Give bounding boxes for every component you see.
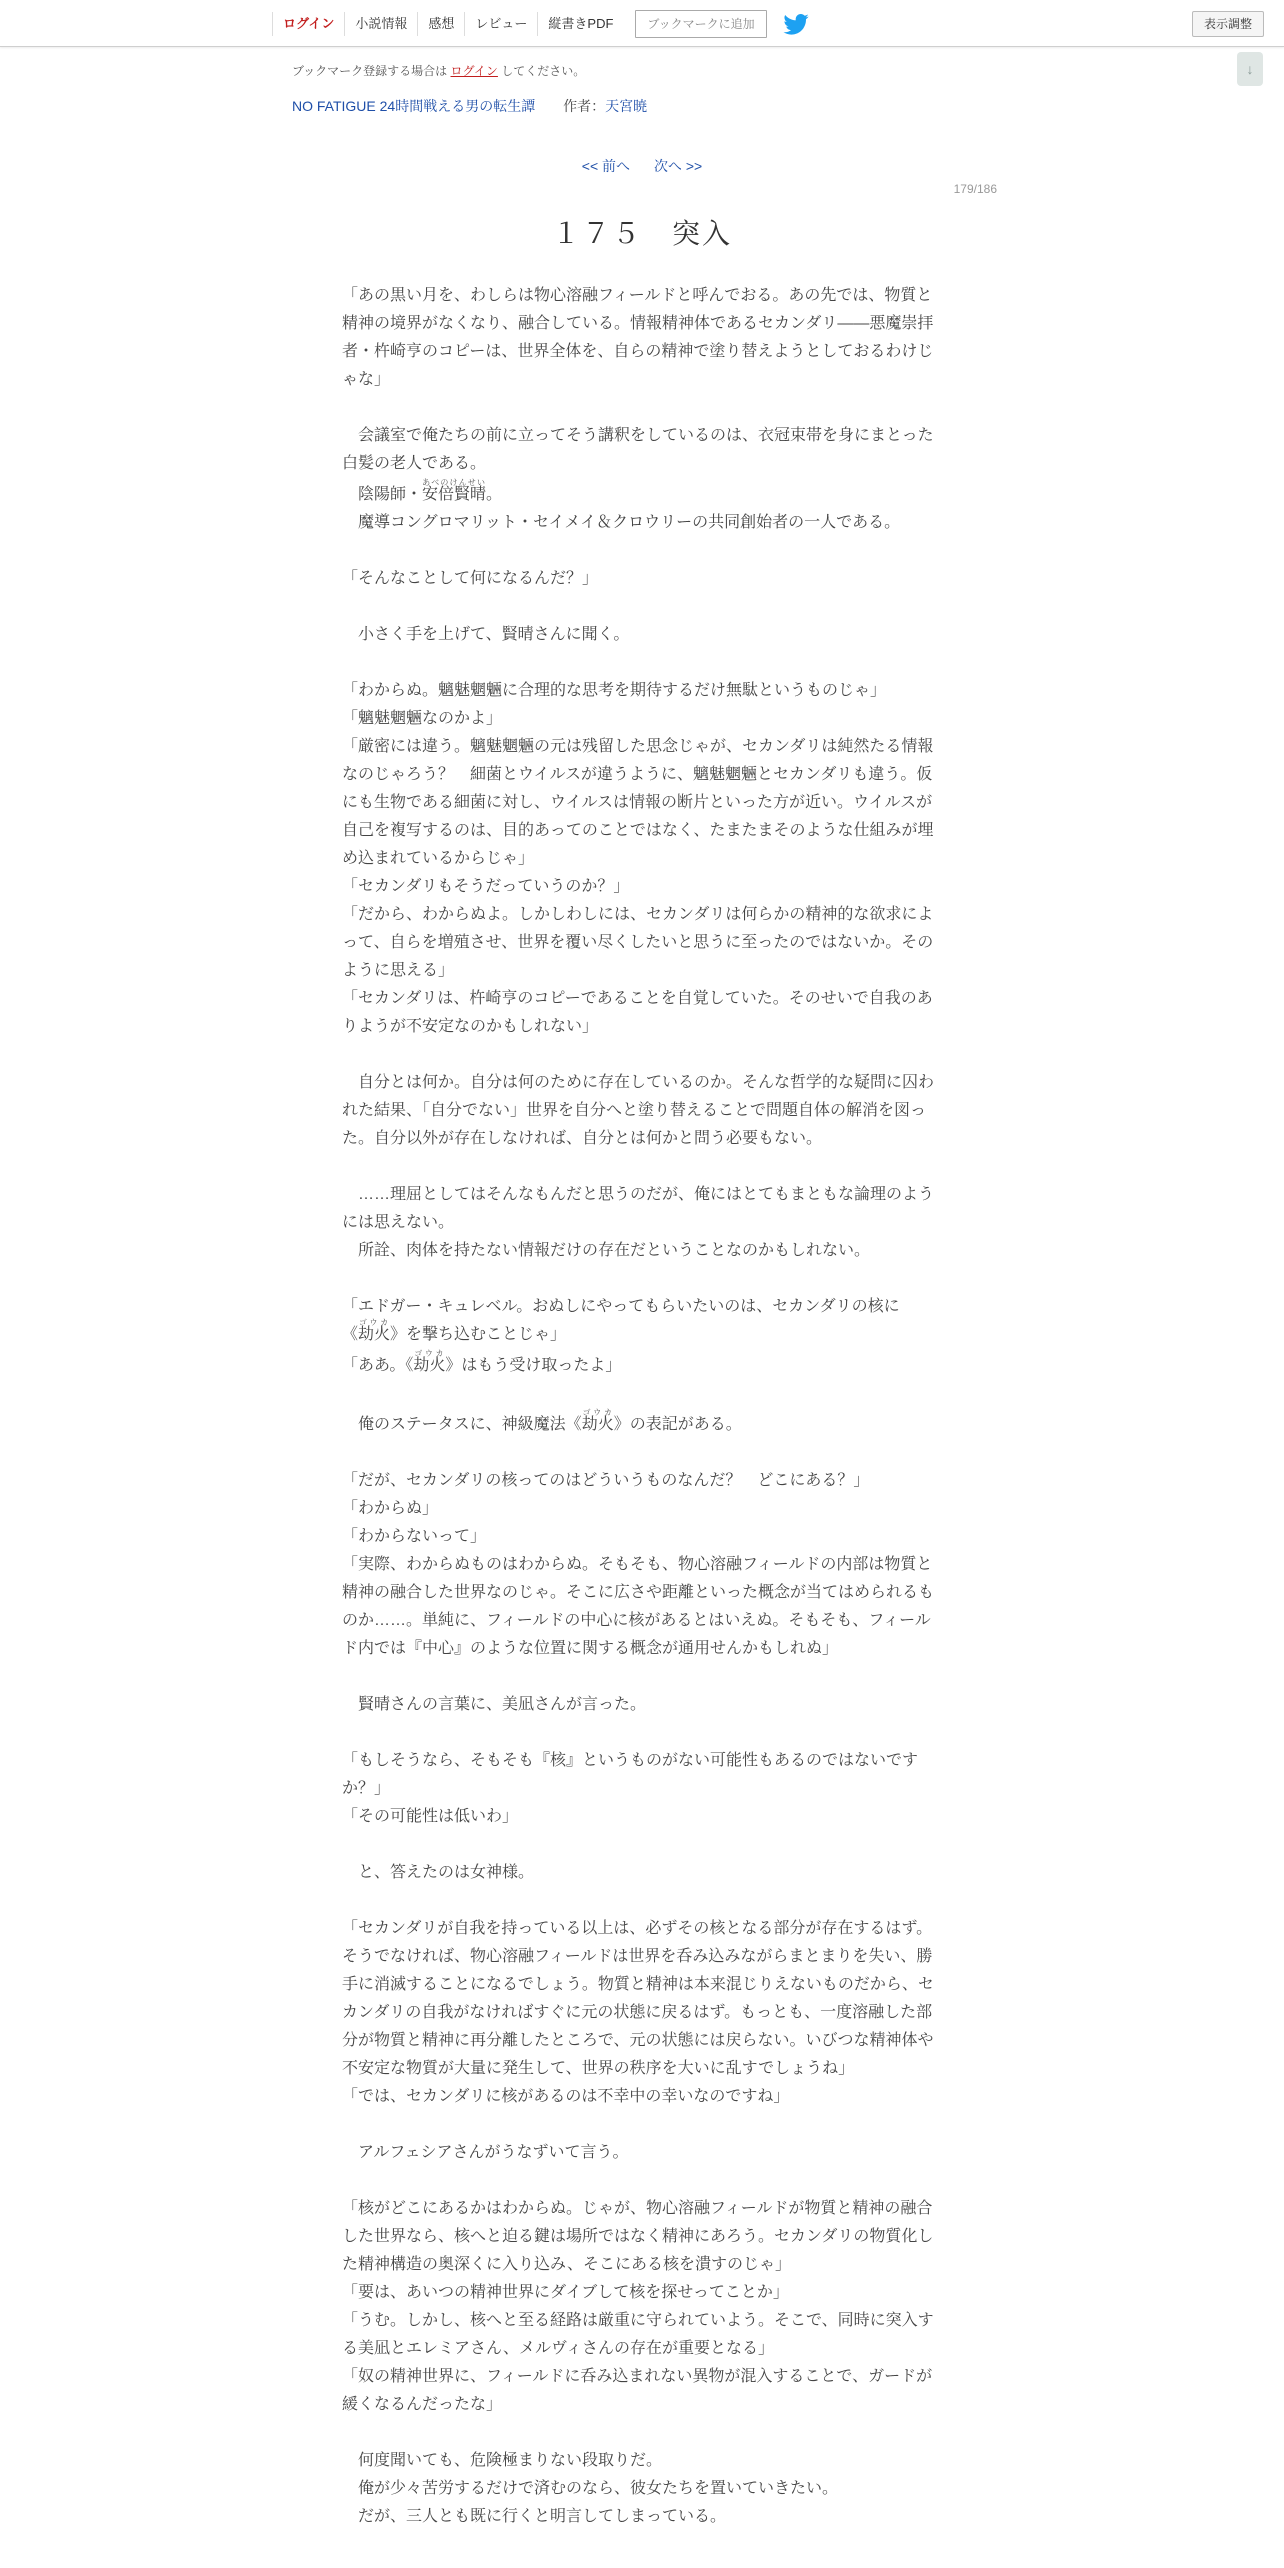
ruby-base: 劫火: [413, 1357, 446, 1374]
nav-menu: [272, 8, 809, 40]
paragraph: 俺が少々苦労するだけで済むのなら、彼女たちを置いていきたい。: [358, 2480, 839, 2497]
paragraph: 「では、セカンダリに核があるのは不幸中の幸いなのですね」: [342, 2088, 790, 2105]
add-bookmark-button[interactable]: ブックマークに追加: [635, 10, 766, 38]
paragraph: アルフェシアさんがうなずいて言う。: [358, 2144, 629, 2161]
blank-line: [342, 1663, 936, 1691]
paragraph: 「奴の精神世界に、フィールドに呑み込まれない異物が混入することで、ガードが緩くなるんだったな」: [342, 2368, 933, 2413]
paragraph: 会議室で俺たちの前に立ってそう講釈をしているのは、衣冠束帯を身にまとった白髪の老人である。: [342, 427, 934, 472]
paragraph: 魔導コングロマリット・セイメイ＆クロウリーの共同創始者の一人である。: [358, 514, 901, 531]
ruby-reading: ゴウカ: [413, 1349, 446, 1358]
blank-line: [342, 2111, 936, 2139]
twitter-icon[interactable]: [783, 13, 809, 35]
paragraph-text: 俺のステータスに、神級魔法《: [358, 1416, 582, 1433]
paragraph: 何度聞いても、危険極まりない段取りだ。: [358, 2452, 663, 2469]
paragraph: 自分とは何か。自分は何のために存在しているのか。そんな哲学的な疑問に囚われた結果、「自分でない」世界を自分へと塗り替えることで問題自体の解消を図った。自分以外が存在しなければ、自分とは何かと問う必要もない。: [342, 1074, 935, 1147]
blank-line: [342, 1887, 936, 1915]
scroll-down-button[interactable]: ↓: [1237, 52, 1263, 86]
ruby-text: [358, 1318, 391, 1343]
paragraph: 「核がどこにあるかはわからぬ。じゃが、物心溶融フィールドが物質と精神の融合した世界なら、核へと迫る鍵は場所ではなく精神にあろう。セカンダリの物質化した精神構造の奥深くに入り込み、そこにある核を潰すのじゃ」: [342, 2200, 934, 2273]
display-settings-button[interactable]: 表示調整: [1192, 11, 1264, 37]
author-label: 作者：: [563, 98, 606, 114]
page-counter: 179/186: [953, 182, 997, 196]
nav-review-link[interactable]: レビュー: [464, 12, 537, 36]
blank-line: [342, 649, 936, 677]
paragraph-text: 》はもう受け取ったよ」: [445, 1357, 622, 1374]
ruby-base: 安倍賢晴: [422, 486, 487, 503]
paragraph-text: 「ああ。《: [342, 1357, 414, 1374]
paragraph: 「あの黒い月を、わしらは物心溶融フィールドと呼んでおる。あの先では、物質と精神の境界がなくなり、融合している。情報精神体であるセカンダリ――悪魔崇拝者・杵崎亨のコピーは、世界全体を、自らの精神で塗り替えようとしておるわけじゃな」: [342, 287, 934, 388]
notice-login-link[interactable]: ログイン: [450, 64, 498, 78]
paragraph: 「魑魅魍魎なのかよ」: [342, 710, 503, 727]
paragraph: 「うむ。しかし、核へと至る経路は厳重に守られていよう。そこで、同時に突入する美凪とエレミアさん、メルヴィさんの存在が重要となる」: [342, 2312, 934, 2357]
paragraph: 「もしそうなら、そもそも『核』というものがない可能性もあるのではないですか？」: [342, 1752, 919, 1797]
paragraph: 「そんなことして何になるんだ？」: [342, 570, 599, 587]
prev-chapter-link[interactable]: << 前へ: [581, 158, 631, 174]
paragraph: 「セカンダリもそうだっていうのか？」: [342, 878, 630, 895]
paragraph-text: 。: [486, 486, 503, 503]
ruby-reading: ゴウカ: [358, 1318, 391, 1327]
blank-line: [342, 1719, 936, 1747]
next-chapter-link[interactable]: 次へ >>: [653, 158, 703, 174]
paragraph-text: 陰陽師・: [358, 486, 423, 503]
paragraph: 「わからぬ」: [342, 1500, 439, 1517]
series-info: [292, 96, 647, 116]
blank-line: [342, 1041, 936, 1069]
bookmark-login-notice: [292, 62, 585, 79]
blank-line: [342, 1439, 936, 1467]
paragraph: 「セカンダリは、杵崎亨のコピーであることを自覚していた。そのせいで自我のありようが不安定なのかもしれない」: [342, 990, 933, 1035]
chapter-body: [342, 282, 936, 2531]
ruby-reading: あべのけんせい: [422, 478, 487, 487]
chapter-title: １７５ 突入: [551, 218, 732, 249]
paragraph: 「だから、わからぬよ。しかしわしには、セカンダリは何らかの精神的な欲求によって、自らを増殖させ、世界を覆い尽くしたいと思うに至ったのではないか。そのように思える」: [342, 906, 934, 979]
chapter-pager: [0, 156, 1284, 176]
blank-line: [342, 1153, 936, 1181]
paragraph: 小さく手を上げて、賢晴さんに聞く。: [358, 626, 630, 643]
nav-vertical-pdf-link[interactable]: 縦書きPDF: [537, 12, 623, 36]
paragraph: 「セカンダリが自我を持っている以上は、必ずその核となる部分が存在するはず。そうでなければ、物心溶融フィールドは世界を呑み込みながらまとまりを失い、勝手に消滅することになるでしょう。物質と精神は本来混じりえないものだから、セカンダリの自我がなければすぐに元の状態に戻るはず。もっとも、一度溶融した部分が物質と精神に再分離したところで、元の状態には戻らない。いびつな精神体や不安定な物質が大量に発生して、世界の秩序を大いに乱すでしょうね」: [342, 1920, 934, 2077]
paragraph: 「だが、セカンダリの核ってのはどういうものなんだ？ どこにある？」: [342, 1472, 870, 1489]
blank-line: [342, 593, 936, 621]
blank-line: [342, 2167, 936, 2195]
blank-line: [342, 1831, 936, 1859]
twitter-bird-icon: [783, 14, 809, 35]
paragraph: [342, 1293, 936, 1349]
ruby-text: [413, 1349, 446, 1374]
notice-text-after: してください。: [501, 64, 586, 78]
paragraph: 「わからぬ。魑魅魍魎に合理的な思考を期待するだけ無駄というものじゃ」: [342, 682, 887, 699]
paragraph: ……理屈としてはそんなもんだと思うのだが、俺にはとてもまともな論理のようには思えない。: [342, 1186, 935, 1231]
paragraph: 「わからないって」: [342, 1528, 487, 1545]
ruby-base: 劫火: [581, 1416, 614, 1433]
blank-line: [342, 394, 936, 422]
nav-novel-info-link[interactable]: 小説情報: [344, 12, 417, 36]
ruby-reading: ゴウカ: [581, 1408, 614, 1417]
top-navigation-bar: [0, 0, 1284, 47]
paragraph: [342, 478, 936, 509]
blank-line: [342, 2419, 936, 2447]
author-link[interactable]: 天宮暁: [605, 98, 648, 114]
ruby-base: 劫火: [358, 1326, 391, 1343]
paragraph: 所詮、肉体を持たない情報だけの存在だということなのかもしれない。: [358, 1242, 871, 1259]
nav-impressions-link[interactable]: 感想: [417, 12, 464, 36]
paragraph: 「実際、わからぬものはわからぬ。そもそも、物心溶融フィールドの内部は物質と精神の融合した世界なのじゃ。そこに広さや距離といった概念が当てはめられるものか……。単純に、フィールドの中心に核があるとはいえぬ。そもそも、フィールド内では『中心』のような位置に関する概念が通用せんかもしれぬ」: [342, 1556, 935, 1657]
blank-line: [342, 537, 936, 565]
paragraph: 「要は、あいつの精神世界にダイブして核を探せってことか」: [342, 2284, 789, 2301]
series-title-link[interactable]: NO FATIGUE 24時間戦える男の転生譚: [292, 98, 536, 114]
blank-line: [342, 1380, 936, 1408]
paragraph-text: 「エドガー・キュレベル。おぬしにやってもらいたいのは、セカンダリの核に《: [342, 1298, 900, 1343]
paragraph-text: 》の表記がある。: [613, 1416, 742, 1433]
paragraph-text: 》を撃ち込むことじゃ」: [390, 1326, 567, 1343]
paragraph: と、答えたのは女神様。: [358, 1864, 535, 1881]
ruby-text: [581, 1408, 614, 1433]
nav-login-link[interactable]: ログイン: [272, 12, 344, 36]
paragraph: [342, 1349, 936, 1380]
notice-text-before: ブックマーク登録する場合は: [292, 64, 448, 78]
paragraph: [342, 1408, 936, 1439]
paragraph: だが、三人とも既に行くと明言してしまっている。: [358, 2508, 727, 2525]
ruby-text: [422, 478, 487, 503]
paragraph: 「その可能性は低いわ」: [342, 1808, 519, 1825]
paragraph: 賢晴さんの言葉に、美凪さんが言った。: [358, 1696, 647, 1713]
blank-line: [342, 1265, 936, 1293]
paragraph: 「厳密には違う。魑魅魍魎の元は残留した思念じゃが、セカンダリは純然たる情報なのじゃろう？ 細菌とウイルスが違うように、魑魅魍魎とセカンダリも違う。仮にも生物である細菌に対し、ウイルスは情報の断片といった方が近い。ウイルスが自己を複写するのは、目的あってのことではなく、たまたまそのような仕組みが埋め込まれているからじゃ」: [342, 738, 934, 867]
